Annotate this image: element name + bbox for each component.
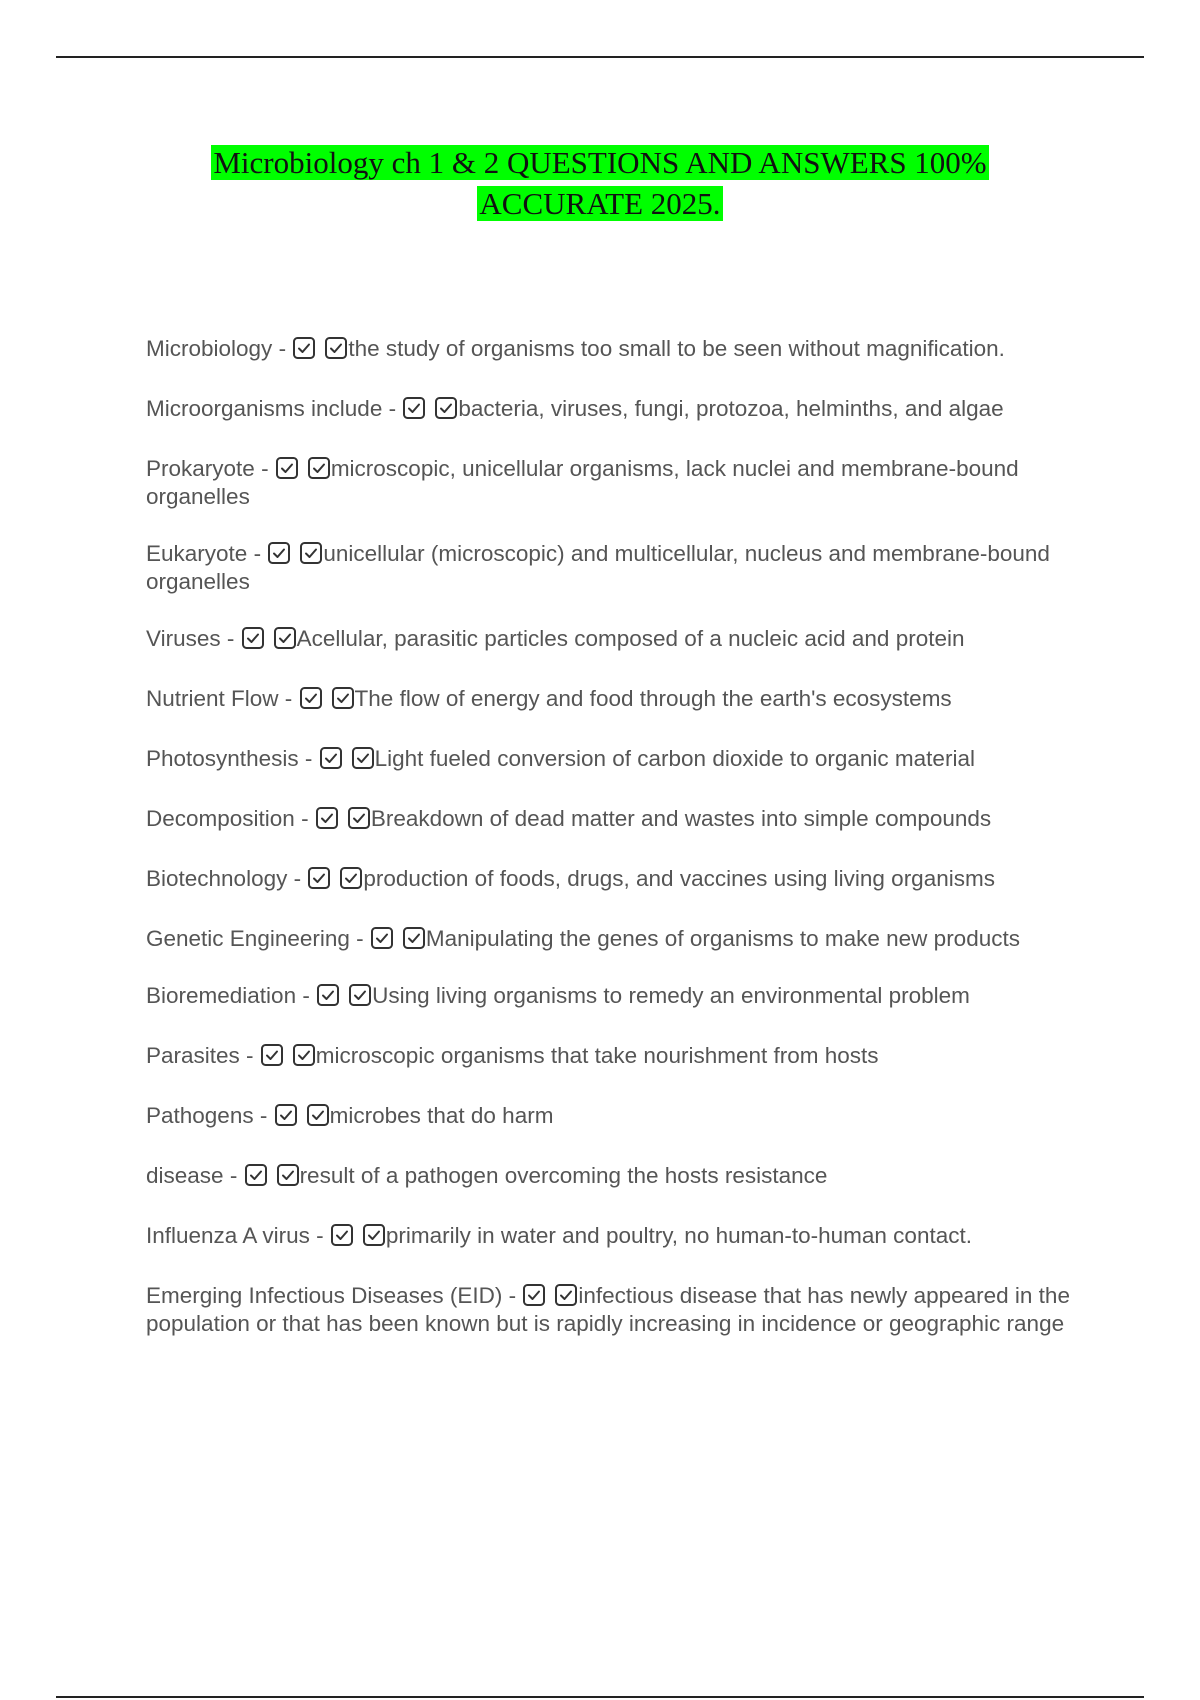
qa-item: [146, 335, 1086, 363]
qa-item: [146, 685, 1086, 713]
qa-term: Microorganisms include: [146, 396, 383, 421]
qa-separator: -: [253, 1103, 274, 1128]
qa-item: [146, 1102, 1086, 1130]
qa-definition: Acellular, parasitic particles composed of a nucleic acid and protein: [296, 626, 965, 651]
qa-term: Genetic Engineering: [146, 926, 350, 951]
qa-definition: result of a pathogen overcoming the hosts resistance: [299, 1163, 828, 1188]
title-line-1: Microbiology ch 1 & 2 QUESTIONS AND ANSWERS 100%: [213, 145, 987, 180]
qa-separator: -: [278, 686, 299, 711]
qa-term: Bioremediation: [146, 983, 297, 1008]
qa-item: [146, 1162, 1086, 1190]
qa-separator: -: [382, 396, 403, 421]
qa-term: disease: [146, 1163, 224, 1188]
checkbox-check-icon: [402, 396, 426, 420]
checkbox-check-icon: [276, 1163, 300, 1187]
qa-separator: -: [287, 866, 308, 891]
qa-separator: -: [272, 336, 293, 361]
checkbox-check-icon: [260, 1043, 284, 1067]
qa-item: [146, 865, 1086, 893]
qa-term: Microbiology: [146, 336, 273, 361]
qa-definition: primarily in water and poultry, no human-to-human contact.: [385, 1223, 972, 1248]
checkbox-check-icon: [306, 1103, 330, 1127]
qa-separator: -: [298, 746, 319, 771]
checkbox-check-icon: [362, 1223, 386, 1247]
qa-separator: -: [309, 1223, 330, 1248]
checkbox-check-icon: [292, 1043, 316, 1067]
checkbox-check-icon: [275, 456, 299, 480]
qa-item: [146, 540, 1086, 596]
qa-definition: Manipulating the genes of organisms to make new products: [425, 926, 1020, 951]
qa-separator: -: [294, 806, 315, 831]
checkbox-check-icon: [307, 456, 331, 480]
qa-definition: the study of organisms too small to be seen without magnification.: [348, 336, 1005, 361]
qa-definition: microscopic, unicellular organisms, lack nuclei and membrane-bound organelles: [146, 456, 1019, 509]
qa-separator: -: [220, 626, 241, 651]
checkbox-check-icon: [370, 926, 394, 950]
top-rule: [56, 56, 1144, 58]
checkbox-check-icon: [267, 541, 291, 565]
qa-item: [146, 455, 1086, 511]
checkbox-check-icon: [316, 983, 340, 1007]
qa-term: Influenza A virus: [146, 1223, 310, 1248]
checkbox-check-icon: [522, 1283, 546, 1307]
qa-separator: -: [349, 926, 370, 951]
qa-definition: unicellular (microscopic) and multicellular, nucleus and membrane-bound organelles: [146, 541, 1050, 594]
qa-item: [146, 805, 1086, 833]
qa-item: [146, 1042, 1086, 1070]
qa-item: [146, 1222, 1086, 1250]
qa-term: Pathogens: [146, 1103, 254, 1128]
qa-separator: -: [239, 1043, 260, 1068]
checkbox-check-icon: [292, 336, 316, 360]
checkbox-check-icon: [299, 541, 323, 565]
qa-separator: -: [247, 541, 268, 566]
qa-item: [146, 625, 1086, 653]
qa-definition: Breakdown of dead matter and wastes into simple compounds: [370, 806, 992, 831]
qa-item: [146, 982, 1086, 1010]
qa-separator: -: [223, 1163, 244, 1188]
qa-definition: microscopic organisms that take nourishment from hosts: [315, 1043, 879, 1068]
qa-definition: production of foods, drugs, and vaccines using living organisms: [363, 866, 995, 891]
qa-item: [146, 1282, 1086, 1338]
qa-list: [146, 335, 1086, 1370]
qa-definition: Using living organisms to remedy an environmental problem: [372, 983, 970, 1008]
qa-term: Eukaryote: [146, 541, 248, 566]
checkbox-check-icon: [339, 866, 363, 890]
bottom-rule: [56, 1696, 1144, 1698]
checkbox-check-icon: [241, 626, 265, 650]
qa-definition: The flow of energy and food through the earth's ecosystems: [354, 686, 952, 711]
checkbox-check-icon: [273, 626, 297, 650]
qa-term: Prokaryote: [146, 456, 255, 481]
qa-term: Biotechnology: [146, 866, 288, 891]
checkbox-check-icon: [348, 983, 372, 1007]
checkbox-check-icon: [244, 1163, 268, 1187]
qa-separator: -: [296, 983, 317, 1008]
checkbox-check-icon: [274, 1103, 298, 1127]
checkbox-check-icon: [351, 746, 375, 770]
qa-separator: -: [502, 1283, 523, 1308]
qa-definition: Light fueled conversion of carbon dioxide to organic material: [374, 746, 975, 771]
qa-separator: -: [254, 456, 275, 481]
qa-item: [146, 745, 1086, 773]
qa-term: Viruses: [146, 626, 221, 651]
qa-definition: infectious disease that has newly appeared in the population or that has been known but is rapidly increasing in incidence or geographic range: [146, 1283, 1070, 1336]
qa-term: Emerging Infectious Diseases (EID): [146, 1283, 503, 1308]
checkbox-check-icon: [347, 806, 371, 830]
checkbox-check-icon: [307, 866, 331, 890]
checkbox-check-icon: [434, 396, 458, 420]
checkbox-check-icon: [324, 336, 348, 360]
checkbox-check-icon: [402, 926, 426, 950]
checkbox-check-icon: [330, 1223, 354, 1247]
qa-term: Nutrient Flow: [146, 686, 279, 711]
qa-item: [146, 925, 1086, 953]
qa-term: Parasites: [146, 1043, 240, 1068]
qa-definition: microbes that do harm: [329, 1103, 554, 1128]
title-line-2: ACCURATE 2025.: [479, 186, 721, 221]
qa-term: Photosynthesis: [146, 746, 299, 771]
qa-term: Decomposition: [146, 806, 295, 831]
checkbox-check-icon: [315, 806, 339, 830]
qa-item: [146, 395, 1086, 423]
document-title: [0, 142, 1200, 224]
checkbox-check-icon: [331, 686, 355, 710]
checkbox-check-icon: [554, 1283, 578, 1307]
checkbox-check-icon: [319, 746, 343, 770]
qa-definition: bacteria, viruses, fungi, protozoa, helminths, and algae: [458, 396, 1004, 421]
checkbox-check-icon: [299, 686, 323, 710]
